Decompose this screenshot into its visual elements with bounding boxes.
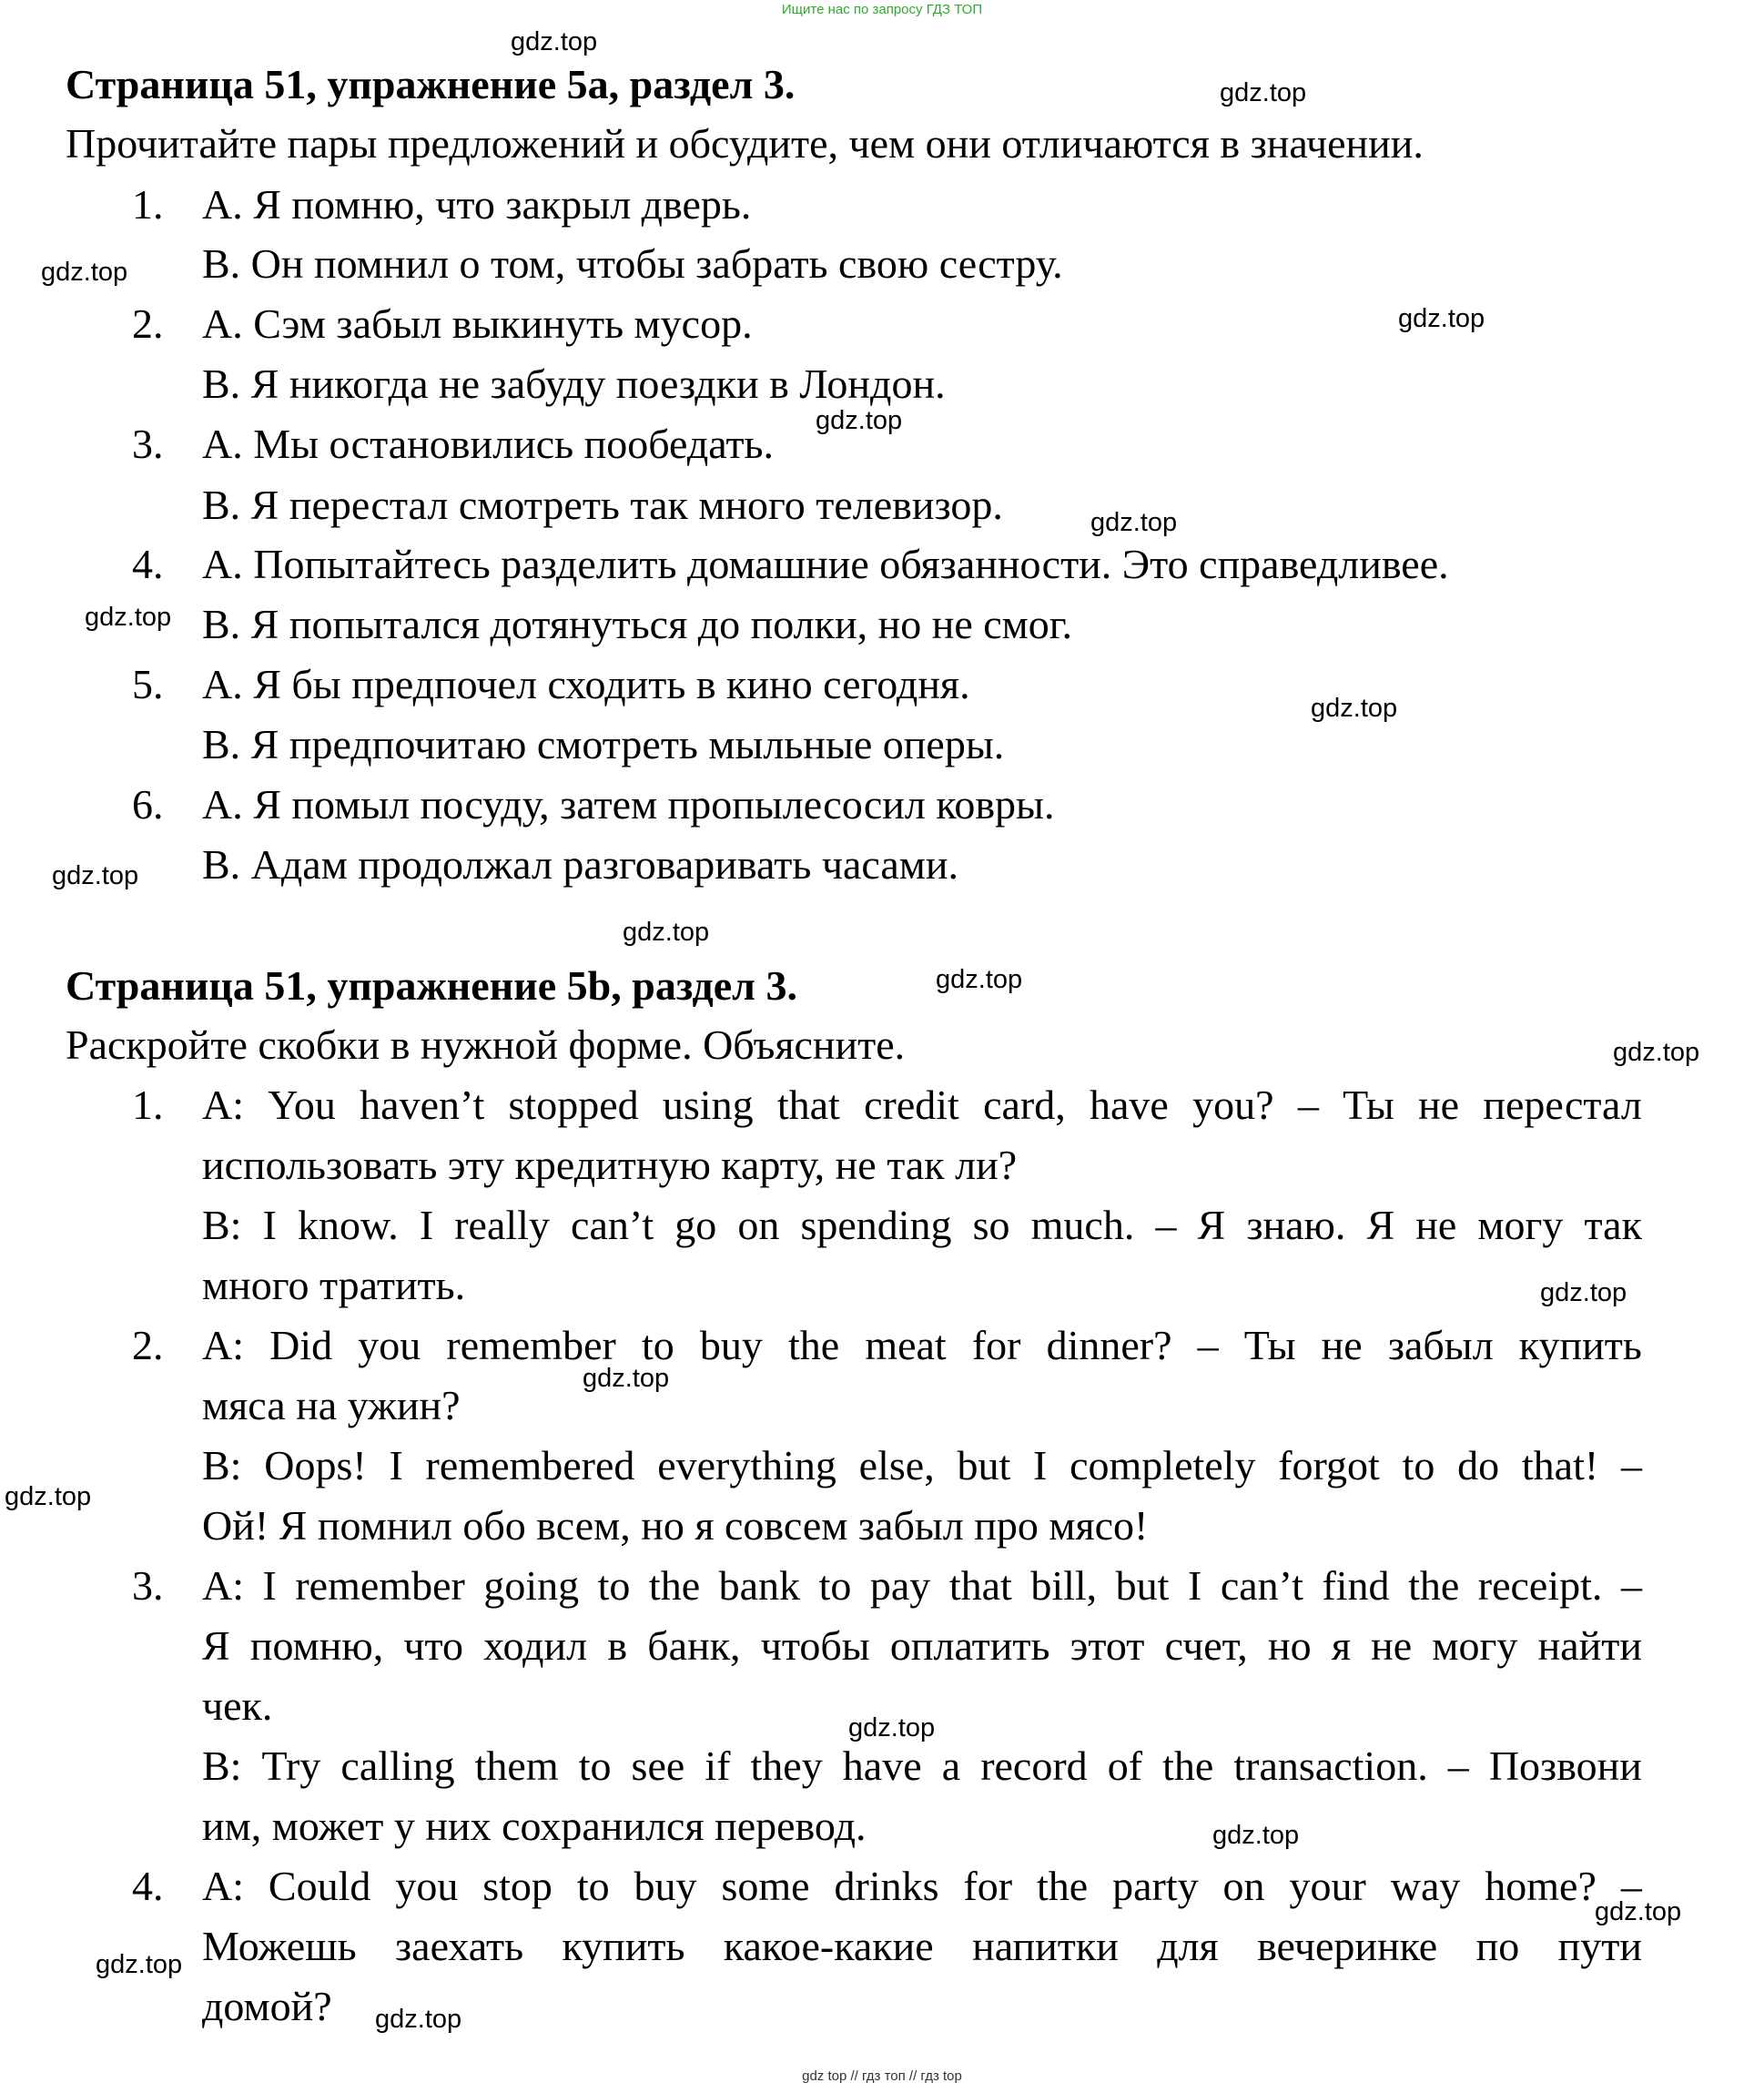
dialogue-line: A: Could you stop to buy some drinks for the party on your way home? – [202, 1863, 1642, 1909]
dialogue-line: домой? [202, 1983, 332, 2029]
watermark-text: gdz.top [52, 861, 139, 890]
dialogue-line: A: Did you remember to buy the meat for dinner? – Ты не забыл купить [202, 1322, 1642, 1368]
sentence-a: A. Я помыл посуду, затем пропылесосил ковры. [202, 781, 1055, 828]
sentence-b: B. Я предпочитаю смотреть мыльные оперы. [202, 721, 1005, 767]
watermark-text: gdz.top [936, 965, 1023, 994]
watermark-text: gdz.top [816, 406, 903, 435]
item-number: 4. [132, 1863, 164, 1909]
dialogue-line: им, может у них сохранился перевод. [202, 1803, 867, 1849]
dialogue-line: A: I remember going to the bank to pay that bill, but I can’t find the receipt. – [202, 1562, 1642, 1609]
dialogue-line: B: I know. I really can’t go on spending so much. – Я знаю. Я не могу так [202, 1202, 1642, 1248]
sentence-b: B. Он помнил о том, чтобы забрать свою сестру. [202, 240, 1063, 287]
sentence-b: B. Адам продолжал разговаривать часами. [202, 841, 958, 888]
section-b-heading: Страница 51, упражнение 5b, раздел 3. [66, 962, 797, 1009]
item-number: 3. [132, 1562, 164, 1609]
watermark-text: gdz.top [1595, 1897, 1682, 1926]
watermark-text: gdz.top [1220, 78, 1307, 107]
dialogue-line: B: Oops! I remembered everything else, but I completely forgot to do that! – [202, 1442, 1642, 1488]
bottom-banner: gdz top // гдз топ // гдз top [802, 2068, 962, 2084]
watermark-text: gdz.top [375, 2005, 462, 2034]
watermark-text: gdz.top [85, 603, 172, 632]
dialogue-line: мяса на ужин? [202, 1382, 461, 1428]
watermark-text: gdz.top [5, 1482, 92, 1511]
dialogue-line: Ой! Я помнил обо всем, но я совсем забыл про мясо! [202, 1502, 1149, 1549]
watermark-text: gdz.top [848, 1713, 936, 1742]
sentence-b: B. Я попытался дотянуться до полки, но не смог. [202, 601, 1072, 647]
dialogue-line: B: Try calling them to see if they have a record of the transaction. – Позвони [202, 1742, 1642, 1789]
top-banner: Ищите нас по запросу ГДЗ ТОП [781, 2, 983, 17]
item-number: 1. [132, 1082, 164, 1128]
item-number: 2. [132, 1322, 164, 1368]
dialogue-line: много тратить. [202, 1262, 466, 1308]
item-number: 3. [132, 421, 164, 467]
item-number: 4. [132, 541, 164, 587]
watermark-text: gdz.top [1540, 1278, 1627, 1307]
sentence-a: A. Мы остановились пообедать. [202, 421, 775, 467]
section-a-heading: Страница 51, упражнение 5а, раздел 3. [66, 61, 796, 107]
sentence-a: A. Я помню, что закрыл дверь. [202, 181, 752, 228]
sentence-a: A. Я бы предпочел сходить в кино сегодня. [202, 661, 970, 707]
watermark-text: gdz.top [1613, 1038, 1700, 1067]
item-number: 2. [132, 300, 164, 347]
section-b-instruction: Раскройте скобки в нужной форме. Объясните. [66, 1021, 906, 1068]
item-number: 6. [132, 781, 164, 828]
watermark-text: gdz.top [583, 1364, 670, 1393]
dialogue-line: Я помню, что ходил в банк, чтобы оплатить этот счет, но я не могу найти [202, 1622, 1642, 1669]
sentence-a: A. Сэм забыл выкинуть мусор. [202, 300, 753, 347]
watermark-text: gdz.top [1311, 694, 1398, 723]
watermark-text: gdz.top [1398, 304, 1485, 333]
sentence-a: A. Попытайтесь разделить домашние обязанности. Это справедливее. [202, 541, 1449, 587]
section-a-instruction: Прочитайте пары предложений и обсудите, чем они отличаются в значении. [66, 120, 1424, 167]
watermark-text: gdz.top [1212, 1821, 1300, 1850]
sentence-b: B. Я никогда не забуду поездки в Лондон. [202, 361, 946, 407]
watermark-text: gdz.top [96, 1950, 183, 1979]
dialogue-line: чек. [202, 1682, 273, 1729]
watermark-text: gdz.top [41, 258, 128, 287]
sentence-b: B. Я перестал смотреть так много телевизор. [202, 482, 1003, 528]
dialogue-line: A: You haven’t stopped using that credit card, have you? – Ты не перестал [202, 1082, 1642, 1128]
watermark-text: gdz.top [511, 27, 598, 56]
watermark-text: gdz.top [623, 918, 710, 947]
dialogue-line: Можешь заехать купить какое-какие напитки для вечеринке по пути [202, 1923, 1642, 1969]
watermark-text: gdz.top [1090, 508, 1178, 537]
item-number: 5. [132, 661, 164, 707]
dialogue-line: использовать эту кредитную карту, не так ли? [202, 1142, 1018, 1188]
item-number: 1. [132, 181, 164, 228]
